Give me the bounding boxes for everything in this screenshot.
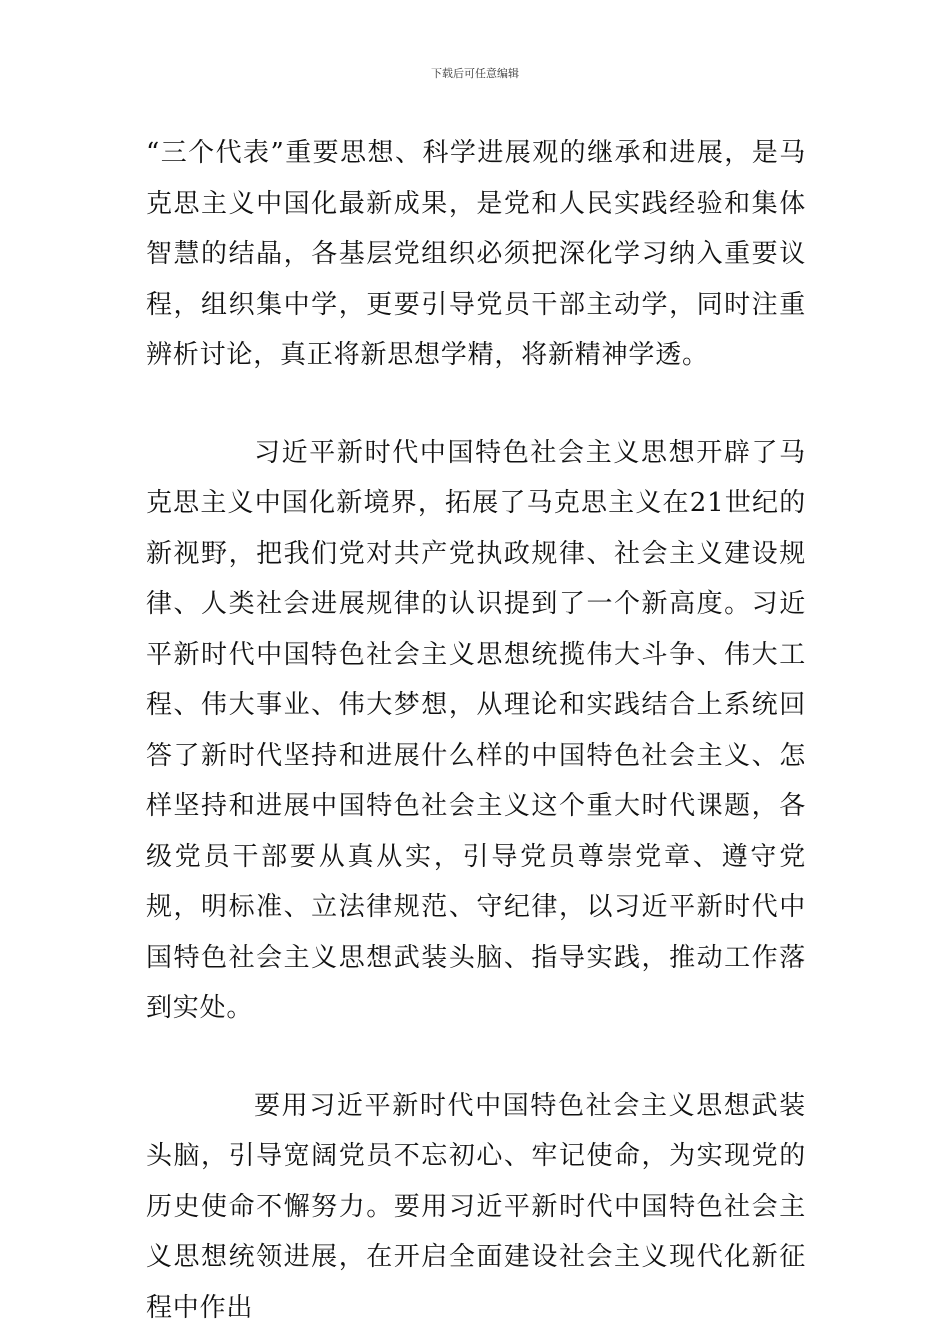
paragraph-3: 要用习近平新时代中国特色社会主义思想武装头脑，引导宽阔党员不忘初心、牢记使命，为实现党的历史使命不懈努力。要用习近平新时代中国特色社会主义思想统领进展，在开启全面建设社会主义现代化新征程中作出 bbox=[146, 1090, 806, 1323]
page-header-note: 下载后可任意编辑 bbox=[431, 67, 519, 80]
document-body bbox=[146, 128, 806, 1333]
paragraph-2: 习近平新时代中国特色社会主义思想开辟了马克思主义中国化新境界，拓展了马克思主义在21世纪的新视野，把我们党对共产党执政规律、社会主义建设规律、人类社会进展规律的认识提到了一个新高度。习近平新时代中国特色社会主义思想统揽伟大斗争、伟大工程、伟大事业、伟大梦想，从理论和实践结合上系统回答了新时代坚持和进展什么样的中国特色社会主义、怎样坚持和进展中国特色社会主义这个重大时代课题，各级党员干部要从真从实，引导党员尊崇党章、遵守党规，明标准、立法律规范、守纪律，以习近平新时代中国特色社会主义思想武装头脑、指导实践，推动工作落到实处。 bbox=[146, 437, 806, 1023]
paragraph-1: “三个代表”重要思想、科学进展观的继承和进展，是马克思主义中国化最新成果，是党和人民实践经验和集体智慧的结晶，各基层党组织必须把深化学习纳入重要议程，组织集中学，更要引导党员干部主动学，同时注重辨析讨论，真正将新思想学精，将新精神学透。 bbox=[146, 138, 806, 370]
